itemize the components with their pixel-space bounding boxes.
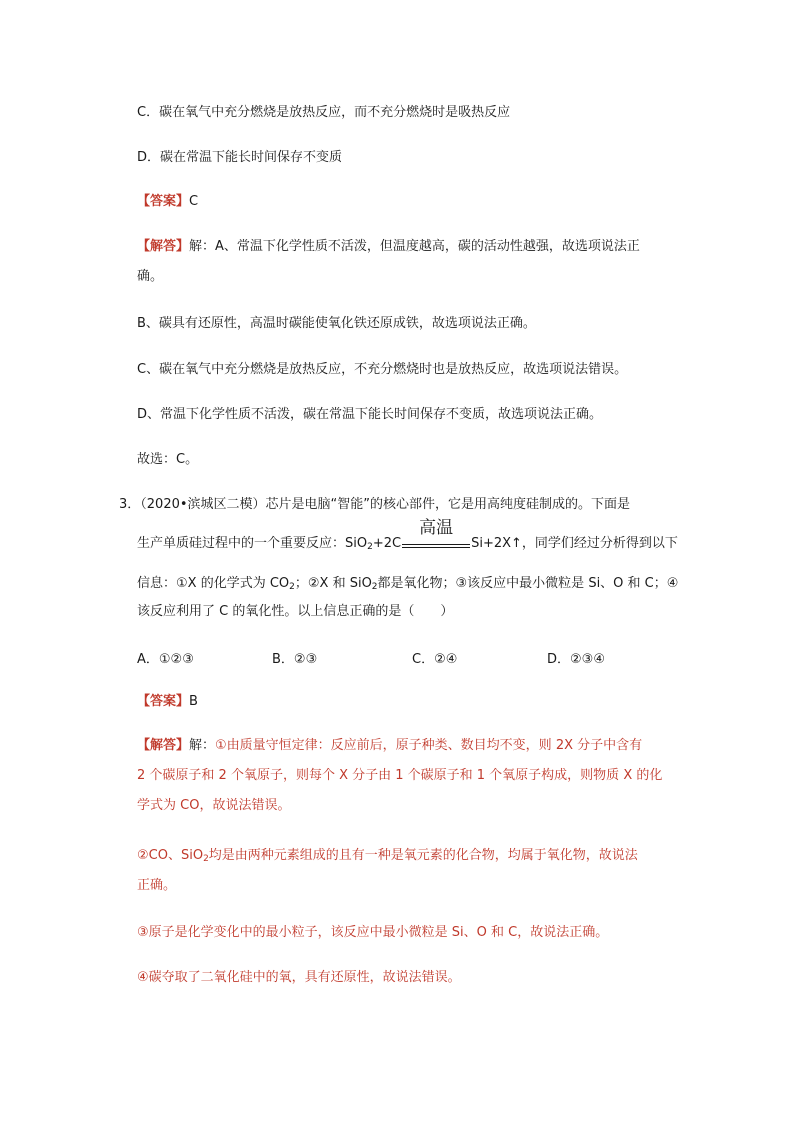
q3-option-c: C．②④ [412, 652, 458, 667]
answer-value: B [189, 694, 198, 709]
q2-option-d: D．碳在常温下能长时间保存不变质 [137, 150, 343, 165]
q2-analysis-b: B、碳具有还原性，高温时碳能使氧化铁还原成铁，故选项说法正确。 [137, 316, 536, 331]
q3-analysis-p2b: 正确。 [137, 878, 177, 893]
reaction-condition: 高温 [419, 518, 454, 538]
q3-stem-line3: 信息：①X 的化学式为 $CO_2$；②X 和 SiO$_2$都是氧化物；③该反应中最小微粒是 Si、O 和 C；④ [137, 576, 679, 592]
q3-analysis-line2: 2 个碳原子和 2 个氧原子，则每个 X 分子由 1 个碳原子和 1 个氧原子构成，则物质 X 的化 [137, 768, 663, 783]
q3-stem-line1: 3．（2020•滨城区二模）芯片是电脑“智能”的核心部件，它是用高纯度硅制成的。下面是 [119, 497, 630, 512]
answer-value: C [189, 194, 199, 209]
q2-answer [137, 193, 198, 211]
q3-option-b: B．②③ [272, 652, 318, 667]
q2-option-c: C．碳在氧气中充分燃烧是放热反应，而不充分燃烧时是吸热反应 [137, 105, 511, 120]
q3-option-d: D．②③④ [547, 652, 605, 667]
q3-analysis-p4: ④碳夺取了二氧化硅中的氧，具有还原性，故说法错误。 [137, 970, 461, 985]
q3-stem-line4: 该反应利用了 C 的氧化性。以上信息正确的是（ ） [137, 604, 454, 619]
q3-option-a: A．①②③ [137, 652, 194, 667]
q3-answer [137, 693, 198, 711]
analysis-label: 【解答】 [137, 239, 190, 254]
q2-choose: 故选：C。 [137, 452, 199, 467]
analysis-label: 【解答】 [137, 738, 190, 753]
q3-stem-line2: 生产单质硅过程中的一个重要反应：SiO$_2$+2C 高温 Si+2X↑，同学们经过分析得到以下 [137, 535, 678, 556]
q2-analysis-line1: 【解答】解：A、常温下化学性质不活泼，但温度越高，碳的活动性越强，故选项说法正 [137, 239, 640, 254]
q3-analysis-line3: 学式为 CO，故说法错误。 [137, 798, 291, 813]
q2-analysis-line1b: 确。 [137, 269, 164, 284]
answer-label: 【答案】 [137, 194, 190, 209]
q3-analysis-p2: ②CO、SiO$_2$均是由两种元素组成的且有一种是氧元素的化合物，均属于氧化物，故说法 [137, 848, 638, 864]
q2-analysis-c: C、碳在氧气中充分燃烧是放热反应，不充分燃烧时也是放热反应，故选项说法错误。 [137, 362, 628, 377]
q3-analysis-line1: 【解答】解：①由质量守恒定律：反应前后，原子种类、数目均不变，则 2X 分子中含有 [137, 738, 643, 753]
equation-arrow [402, 518, 470, 556]
answer-label: 【答案】 [137, 694, 190, 709]
q2-analysis-d: D、常温下化学性质不活泼，碳在常温下能长时间保存不变质，故选项说法正确。 [137, 407, 603, 422]
q3-analysis-p3: ③原子是化学变化中的最小粒子，该反应中最小微粒是 Si、O 和 C，故说法正确。 [137, 925, 609, 940]
